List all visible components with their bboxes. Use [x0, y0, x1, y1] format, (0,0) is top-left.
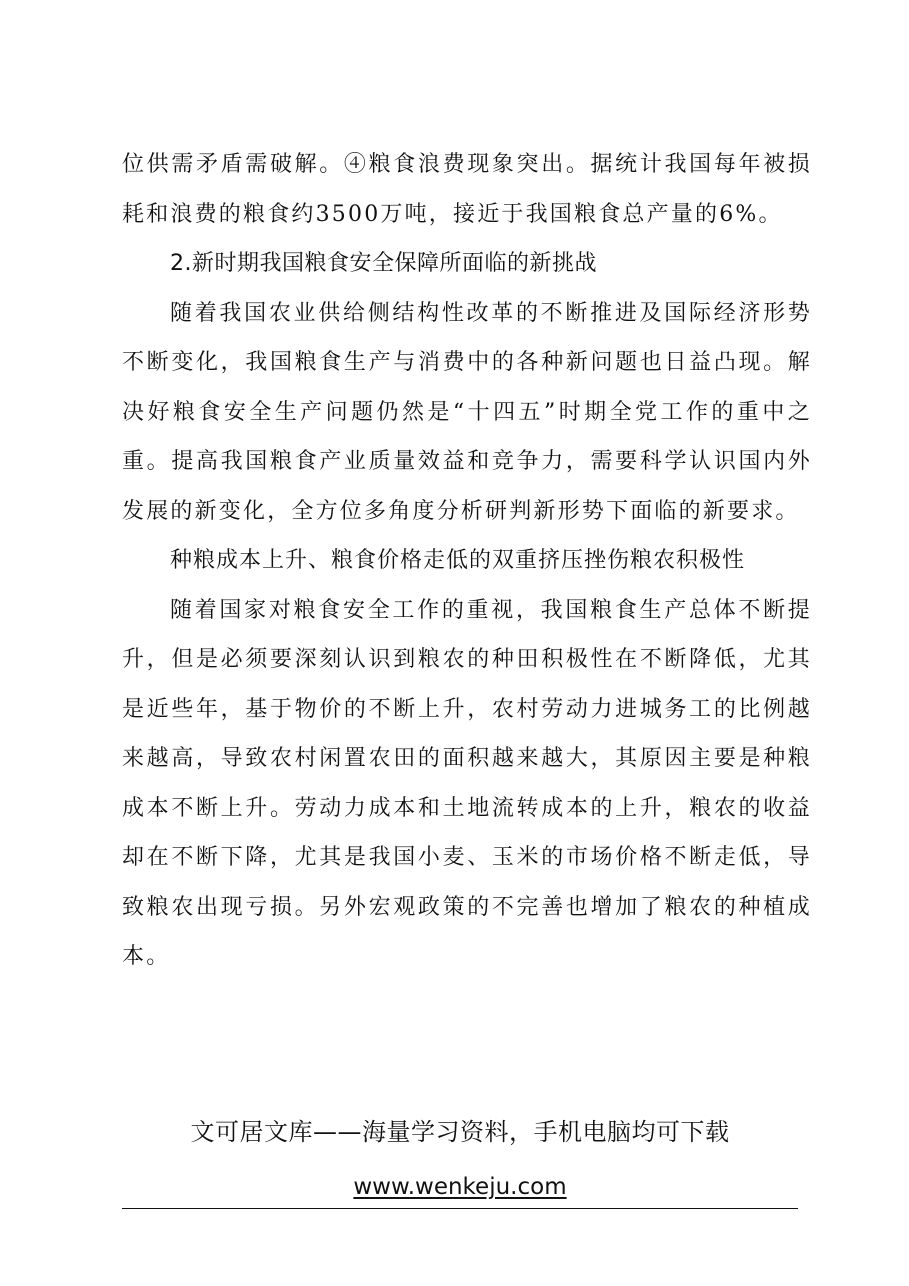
paragraph-detail: 随着国家对粮食安全工作的重视，我国粮食生产总体不断提升，但是必须要深刻认识到粮农的种田积极性在不断降低，尤其是近些年，基于物价的不断上升，农村劳动力进城务工的比例越来越高，导致农村闲置农田的面积越来越大，其原因主要是种粮成本不断上升。劳动力成本和土地流转成本的上升，粮农的收益却在不断下降，尤其是我国小麦、玉米的市场价格不断走低，导致粮农出现亏损。另外宏观政策的不完善也增加了粮农的种植成本。	[122, 597, 812, 969]
footer-website-link[interactable]: www.wenkeju.com	[353, 1174, 567, 1200]
footer-slogan: 文可居文库——海量学习资料，手机电脑均可下载	[190, 1118, 730, 1146]
page-footer	[122, 1112, 798, 1202]
paragraph-intro: 随着我国农业供给侧结构性改革的不断推进及国际经济形势不断变化，我国粮食生产与消费中的各种新问题也日益凸现。解决好粮食安全生产问题仍然是“十四五”时期全党工作的重中之重。提高我国粮食产业质量效益和竞争力，需要科学认识国内外发展的新变化，全方位多角度分析研判新形势下面临的新要求。	[122, 300, 812, 524]
footer-divider	[122, 1208, 798, 1209]
document-body	[122, 140, 812, 982]
paragraph-continued: 位供需矛盾需破解。④粮食浪费现象突出。据统计我国每年被损耗和浪费的粮食约3500万吨，接近于我国粮食总产量的6%。	[122, 152, 812, 227]
subsection-heading: 种粮成本上升、粮食价格走低的双重挤压挫伤粮农积极性	[170, 548, 746, 573]
section-heading: 2.新时期我国粮食安全保障所面临的新挑战	[170, 251, 597, 276]
